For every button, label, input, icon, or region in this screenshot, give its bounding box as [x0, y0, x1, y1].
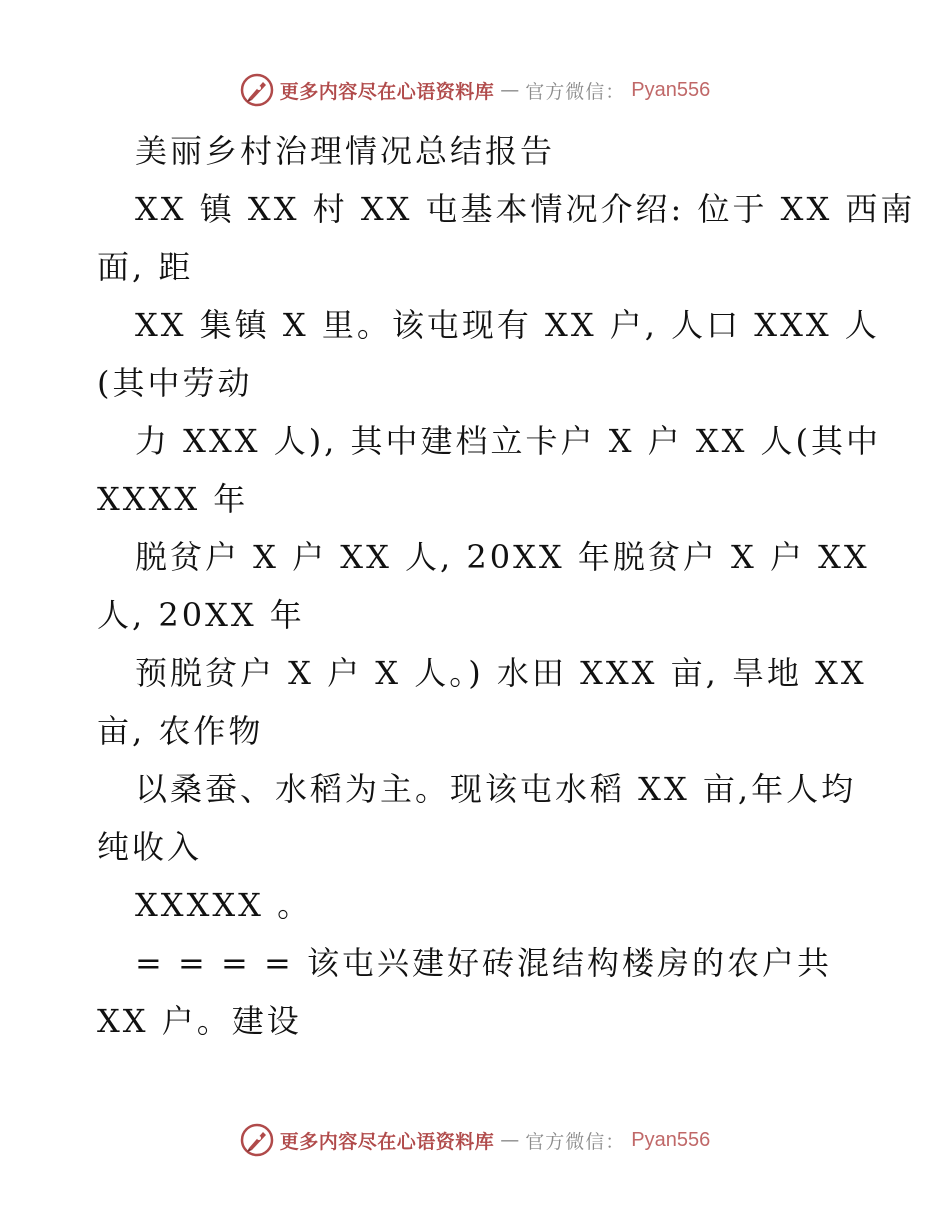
footer-watermark-banner	[0, 1120, 950, 1160]
banner-wechat-id: Pyan556	[631, 78, 711, 101]
document-line: 脱贫户 X 户 XX 人, 20XX 年脱贫户 X 户 XX	[135, 538, 870, 576]
quill-pen-logo-icon	[240, 73, 274, 107]
banner-title: 更多内容尽在心语资料库	[279, 1130, 495, 1153]
document-line: XXXXX 。	[135, 886, 313, 924]
banner-contact-label: 官方微信：	[525, 1130, 626, 1153]
document-line: XXXX 年	[97, 480, 249, 518]
banner-title: 更多内容尽在心语资料库	[279, 80, 495, 103]
document-line: = = = = 该屯兴建好砖混结构楼房的农户共	[135, 944, 832, 982]
quill-pen-logo-icon	[240, 1123, 274, 1157]
document-line: XX 集镇 X 里。该屯现有 XX 户, 人口 XXX 人	[135, 306, 880, 344]
banner-wechat-id: Pyan556	[631, 1128, 711, 1151]
document-line: (其中劳动	[97, 364, 253, 402]
header-watermark-banner	[0, 70, 950, 110]
document-line: 人, 20XX 年	[97, 596, 305, 634]
banner-contact-label: 官方微信：	[525, 80, 626, 103]
document-line: 面, 距	[97, 248, 194, 286]
banner-dash: —	[500, 1129, 520, 1151]
banner-dash: —	[500, 79, 520, 101]
document-line: 力 XXX 人), 其中建档立卡户 X 户 XX 人(其中	[135, 422, 882, 460]
document-line: 以桑蚕、水稻为主。现该屯水稻 XX 亩,年人均	[135, 770, 857, 808]
document-line: XX 镇 XX 村 XX 屯基本情况介绍: 位于 XX 西南	[135, 190, 916, 228]
document-line: 亩, 农作物	[97, 712, 264, 750]
document-line: 纯收入	[97, 828, 203, 866]
document-title: 美丽乡村治理情况总结报告	[135, 132, 556, 170]
document-line: 预脱贫户 X 户 X 人。) 水田 XXX 亩, 旱地 XX	[135, 654, 867, 692]
document-line: XX 户。建设	[97, 1002, 302, 1040]
document-body	[97, 122, 916, 1050]
